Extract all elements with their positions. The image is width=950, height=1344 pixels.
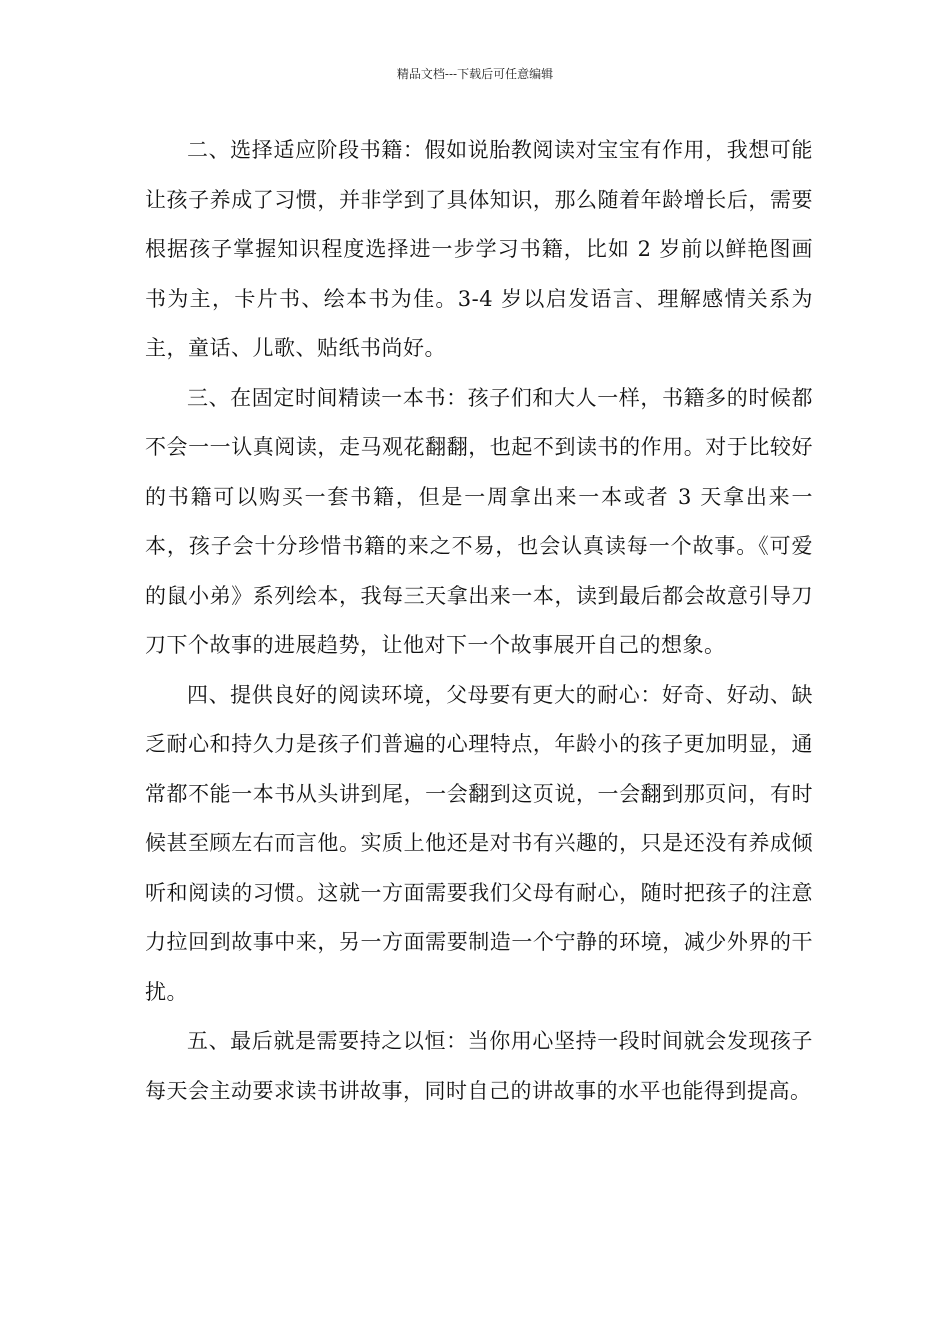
paragraph-intensive-reading: 三、在固定时间精读一本书：孩子们和大人一样，书籍多的时候都不会一一认真阅读，走马观花翻翻，也起不到读书的作用。对于比较好的书籍可以购买一套书籍，但是一周拿出来一本或者 3 天拿出来一本，孩子会十分珍惜书籍的来之不易，也会认真读每一个故事。《可爱的鼠小弟》系列绘本，我每三天拿出来一本，读到最后都会故意引导刀刀下个故事的进展趋势，让他对下一个故事展开自己的想象。	[145, 385, 813, 657]
paragraph-select-books: 二、选择适应阶段书籍：假如说胎教阅读对宝宝有作用，我想可能让孩子养成了习惯，并非学到了具体知识，那么随着年龄增长后，需要根据孩子掌握知识程度选择进一步学习书籍，比如 2 岁前以鲜艳图画书为主，卡片书、绘本书为佳。3-4 岁以启发语言、理解感情关系为主，童话、儿歌、贴纸书尚好。	[145, 138, 813, 360]
document-body	[145, 126, 813, 1116]
paragraph-persistence: 五、最后就是需要持之以恒：当你用心坚持一段时间就会发现孩子每天会主动要求读书讲故事，同时自己的讲故事的水平也能得到提高。	[145, 1029, 813, 1103]
page-header: 精品文档---下载后可任意编辑	[396, 67, 554, 81]
paragraph-reading-environment: 四、提供良好的阅读环境，父母要有更大的耐心：好奇、好动、缺乏耐心和持久力是孩子们普遍的心理特点，年龄小的孩子更加明显，通常都不能一本书从头讲到尾，一会翻到这页说，一会翻到那页问，有时候甚至顾左右而言他。实质上他还是对书有兴趣的，只是还没有养成倾听和阅读的习惯。这就一方面需要我们父母有耐心，随时把孩子的注意力拉回到故事中来，另一方面需要制造一个宁静的环境，减少外界的干扰。	[145, 682, 813, 1004]
